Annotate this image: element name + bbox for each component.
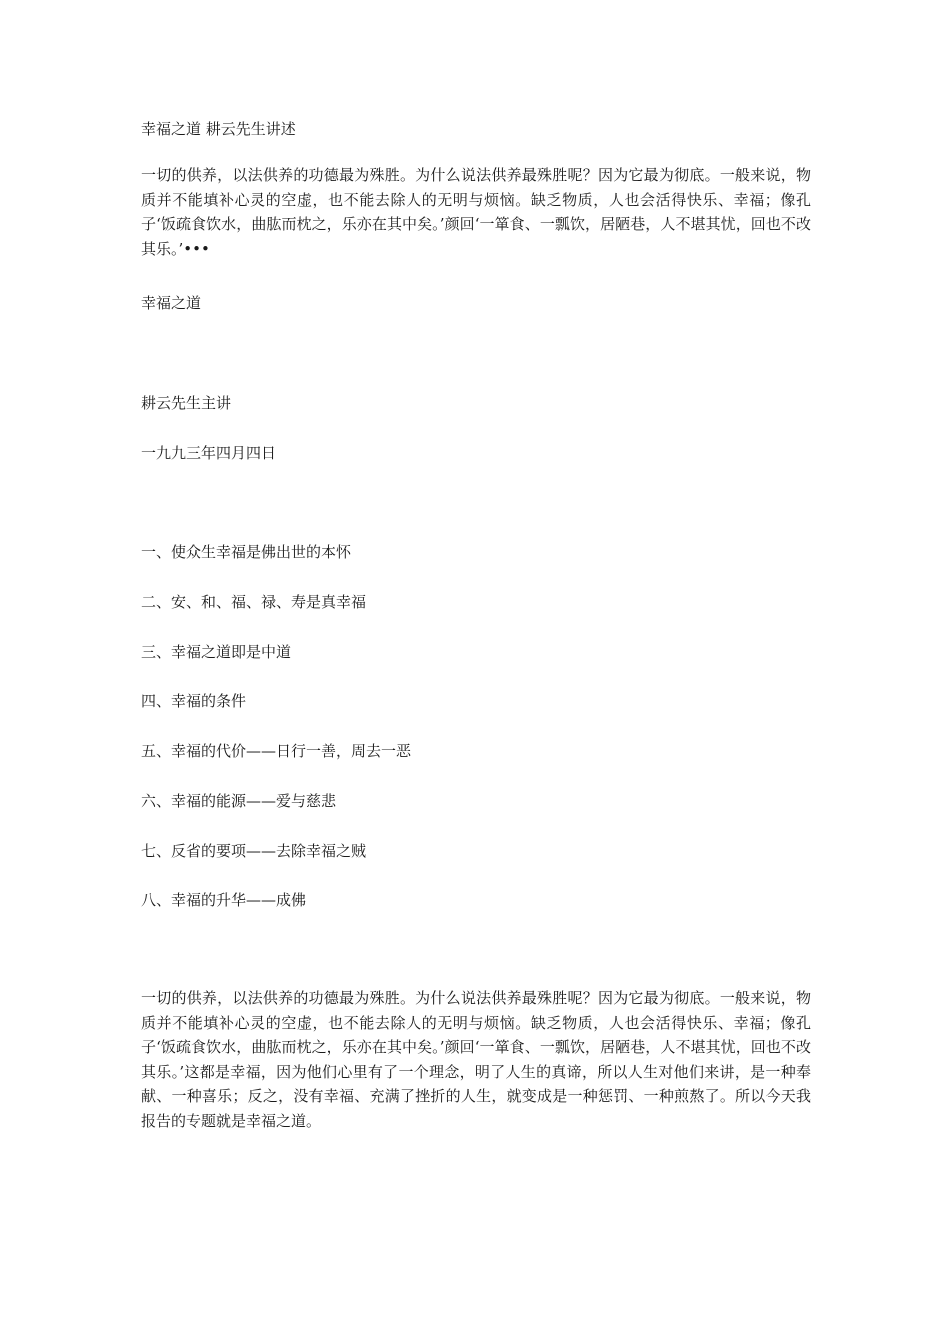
document-heading: 幸福之道 耕云先生讲述 (141, 120, 296, 138)
outline-item: 三、幸福之道即是中道 (141, 643, 292, 661)
speaker-line: 耕云先生主讲 (141, 394, 232, 412)
outline-item: 一、使众生幸福是佛出世的本怀 (141, 543, 352, 561)
summary-paragraph: 一切的供养，以法供养的功德最为殊胜。为什么说法供养最殊胜呢？因为它最为彻底。一般来说，物质并不能填补心灵的空虚，也不能去除人的无明与烦恼。缺乏物质，人也会活得快乐、幸福；像孔子‘饭疏食饮水，曲肱而枕之，乐亦在其中矣。’颜回‘一箪食、一瓢饮，居陋巷，人不堪其忧，回也不改其乐。’••• (141, 166, 811, 258)
document-title: 幸福之道 (141, 294, 202, 312)
outline-item: 七、反省的要项——去除幸福之贼 (141, 842, 367, 860)
date-line: 一九九三年四月四日 (141, 444, 277, 462)
outline-item: 八、幸福的升华——成佛 (141, 891, 307, 909)
outline-item: 六、幸福的能源——爱与慈悲 (141, 792, 337, 810)
outline-item: 四、幸福的条件 (141, 692, 247, 710)
outline-item: 五、幸福的代价——日行一善，周去一恶 (141, 742, 412, 760)
outline-item: 二、安、和、福、禄、寿是真幸福 (141, 593, 367, 611)
body-paragraph: 一切的供养，以法供养的功德最为殊胜。为什么说法供养最殊胜呢？因为它最为彻底。一般来说，物质并不能填补心灵的空虚，也不能去除人的无明与烦恼。缺乏物质，人也会活得快乐、幸福；像孔子‘饭疏食饮水，曲肱而枕之，乐亦在其中矣。’颜回‘一箪食、一瓢饮，居陋巷，人不堪其忧，回也不改其乐。’这都是幸福，因为他们心里有了一个理念，明了人生的真谛，所以人生对他们来讲，是一种奉献、一种喜乐；反之，没有幸福、充满了挫折的人生，就变成是一种惩罚、一种煎熬了。所以今天我报告的专题就是幸福之道。 (141, 989, 811, 1130)
